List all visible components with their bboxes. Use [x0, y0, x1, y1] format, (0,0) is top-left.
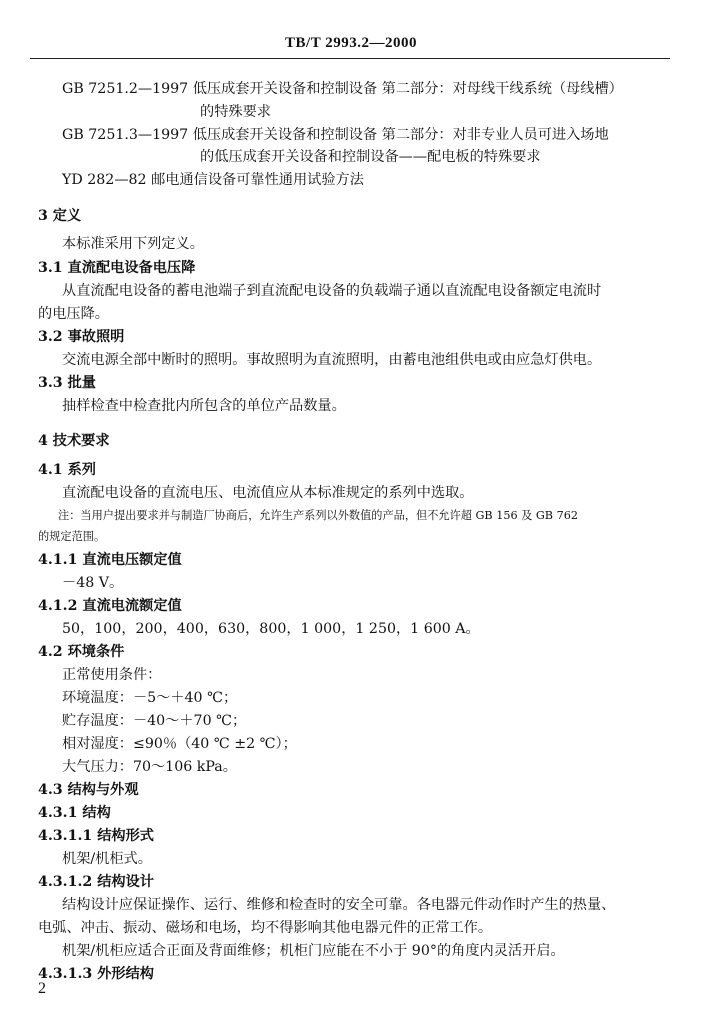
- page-number: 2: [38, 980, 46, 997]
- section-4-2-title: 4.2 环境条件: [38, 644, 125, 660]
- section-4-3-1-2-text-cont: 电弧、冲击、振动、磁场和电场，均不得影响其他电器元件的正常工作。: [38, 920, 493, 936]
- section-3-2-title: 3.2 事故照明: [38, 329, 125, 345]
- env-ambient-temperature: 环境温度：－5～＋40 ℃；: [62, 690, 238, 706]
- section-4-1-note: 注：当用户提出要求并与制造厂协商后，允许生产系列以外数值的产品，但不允许超 GB 156 及 GB 762: [58, 509, 578, 522]
- ref-gb7251-2-cont: 的特殊要求: [200, 104, 271, 120]
- section-3-1-title: 3.1 直流配电设备电压降: [38, 260, 196, 276]
- ref-gb7251-3-cont: 的低压成套开关设备和控制设备——配电板的特殊要求: [200, 149, 541, 165]
- section-3-3-text: 抽样检查中检查批内所包含的单位产品数量。: [62, 398, 346, 414]
- section-3-intro: 本标准采用下列定义。: [62, 236, 204, 252]
- section-4-3-1-3-title: 4.3.1.3 外形结构: [38, 966, 154, 982]
- env-storage-temperature: 贮存温度：－40～＋70 ℃；: [62, 713, 247, 729]
- section-4-3-1-2-text-2: 机架/机柜应适合正面及背面维修；机柜门应能在不小于 90°的角度内灵活开启。: [62, 943, 565, 959]
- header-rule: [30, 58, 670, 59]
- section-4-3-1-title: 4.3.1 结构: [38, 805, 111, 821]
- section-4-3-1-1-text: 机架/机柜式。: [62, 851, 152, 867]
- env-relative-humidity: 相对湿度：≤90％（40 ℃ ±2 ℃）；: [62, 736, 297, 752]
- section-4-1-1-value: －48 V。: [62, 575, 124, 591]
- section-3-heading: 3 定义: [38, 208, 82, 224]
- section-4-3-1-2-text: 结构设计应保证操作、运行、维修和检查时的安全可靠。各电器元件动作时产生的热量、: [62, 897, 616, 913]
- env-atmospheric-pressure: 大气压力：70～106 kPa。: [62, 759, 237, 775]
- section-4-1-1-title: 4.1.1 直流电压额定值: [38, 552, 182, 568]
- section-4-2-intro: 正常使用条件：: [62, 667, 162, 683]
- standard-number-header: TB/T 2993.2—2000: [285, 35, 417, 51]
- ref-gb7251-2: GB 7251.2—1997 低压成套开关设备和控制设备 第二部分：对母线干线系统（母线槽）: [62, 81, 623, 97]
- section-4-heading: 4 技术要求: [38, 433, 110, 449]
- section-4-1-2-value: 50，100，200，400，630，800，1 000，1 250，1 600 A。: [62, 621, 480, 637]
- section-4-3-1-1-title: 4.3.1.1 结构形式: [38, 828, 154, 844]
- section-3-1-text: 从直流配电设备的蓄电池端子到直流配电设备的负载端子通以直流配电设备额定电流时: [62, 283, 602, 299]
- section-3-3-title: 3.3 批量: [38, 375, 96, 391]
- section-4-3-title: 4.3 结构与外观: [38, 782, 139, 798]
- ref-gb7251-3: GB 7251.3—1997 低压成套开关设备和控制设备 第二部分：对非专业人员可进入场地: [62, 127, 609, 143]
- section-3-2-text: 交流电源全部中断时的照明。事故照明为直流照明，由蓄电池组供电或由应急灯供电。: [62, 352, 602, 368]
- section-4-3-1-2-title: 4.3.1.2 结构设计: [38, 874, 154, 890]
- section-4-1-note-cont: 的规定范围。: [38, 530, 106, 543]
- section-4-1-text: 直流配电设备的直流电压、电流值应从本标准规定的系列中选取。: [62, 485, 474, 501]
- section-4-1-title: 4.1 系列: [38, 462, 96, 478]
- section-4-1-2-title: 4.1.2 直流电流额定值: [38, 598, 182, 614]
- section-3-1-text-cont: 的电压降。: [38, 306, 109, 322]
- ref-yd282: YD 282—82 邮电通信设备可靠性通用试验方法: [62, 172, 364, 188]
